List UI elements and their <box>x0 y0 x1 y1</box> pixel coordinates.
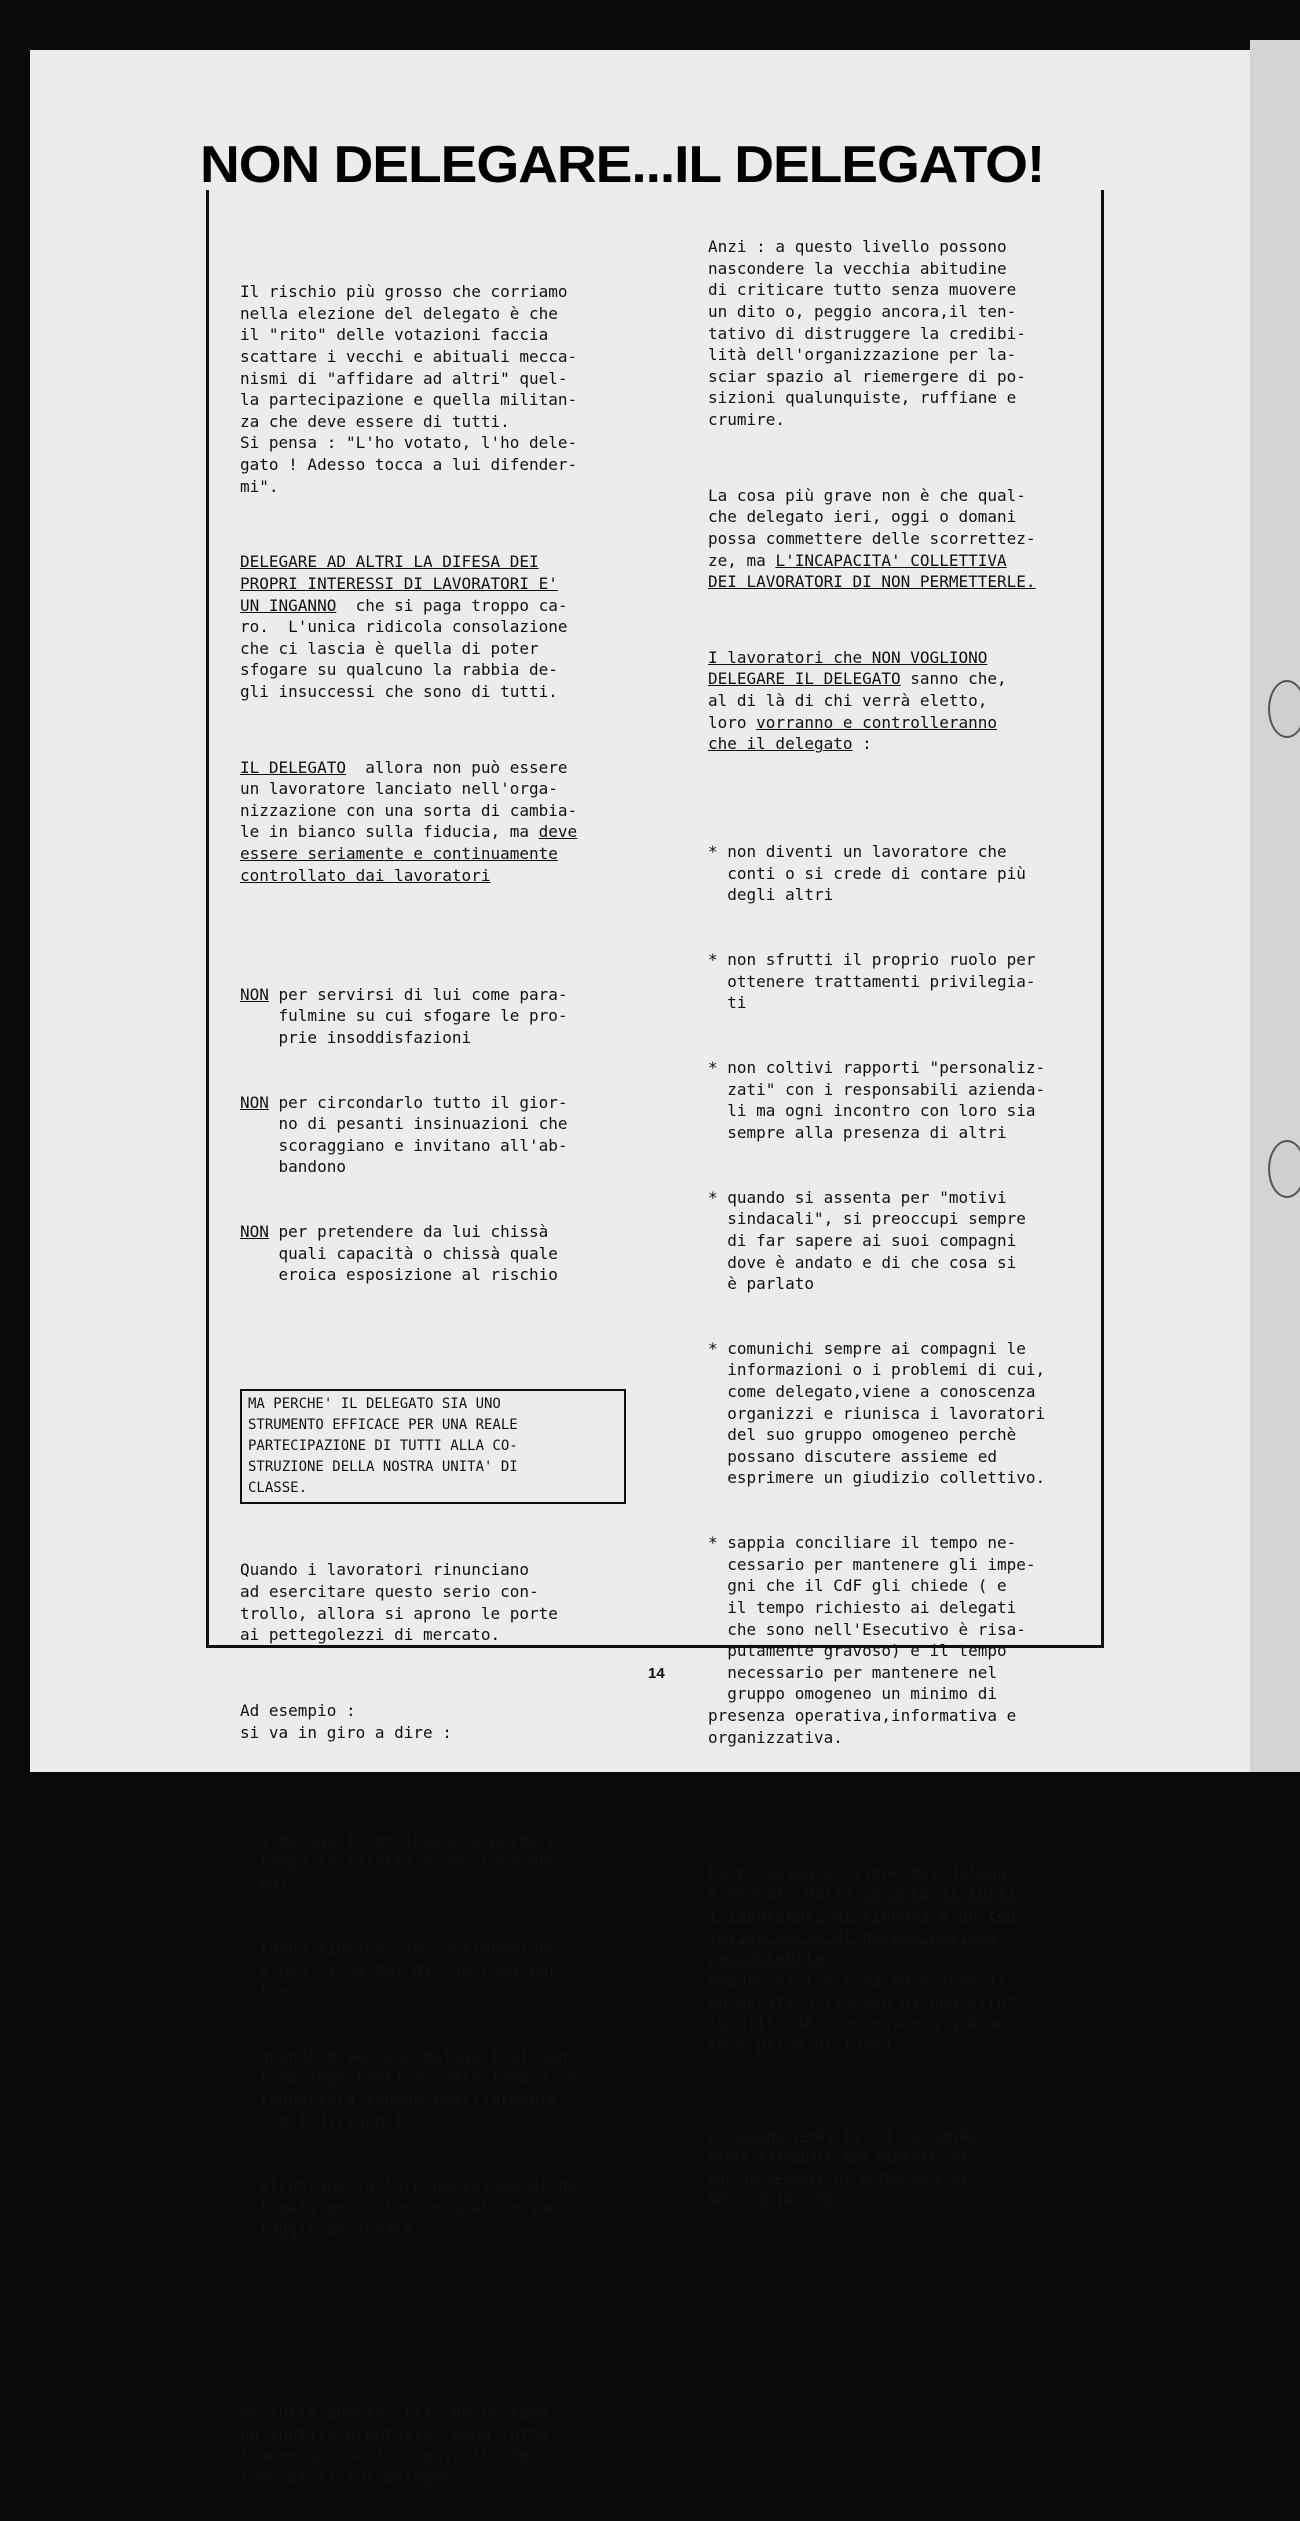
underlined-text: IL DELEGATO <box>240 757 346 777</box>
list-item <box>240 1221 630 1286</box>
requirements-list <box>708 798 1098 1791</box>
list-item <box>240 984 630 1049</box>
list-item-text: per circondarlo tutto il gior- no di pesanti insinuazioni che scoraggiano e invitano all'ab- bandono <box>278 1092 568 1177</box>
paragraph-text: La cosa più grave non è che qual- che delegato ieri, oggi o domani possa commettere delle scorrettez- ze, ma <box>708 485 1036 570</box>
left-paragraph-2 <box>240 551 630 702</box>
underlined-text: deve essere seriamente e continuamente controllato dai lavoratori <box>240 822 578 885</box>
list-item <box>240 1092 630 1178</box>
non-label: NON <box>240 1092 269 1112</box>
binder-hole <box>1268 680 1300 738</box>
right-column <box>708 193 1098 2245</box>
paragraph-text: allora non può essere un lavoratore lanciato nell'orga- nizzazione con una sorta di cambia- le in bianco sulla fiducia, ma <box>240 757 578 842</box>
list-item-text: per pretendere da lui chissà quali capacità o chissà quale eroica esposizione al rischio <box>278 1222 558 1285</box>
paragraph-text: La prossima elezione dei delegati, è segnata dalla <box>708 1862 1036 1904</box>
left-paragraph-1: Il rischio più grosso che corriamo nella elezione del delegato è che il "rito" delle votazioni faccia scattare i vecchi e abituali mecca- nismi di "affidare ad altri" quel- la partecipazione e quella militan- za che deve essere di tutti. Si pensa : "L'ho votato, l'ho dele- gato ! Adesso tocca a lui difender- mi". <box>240 282 578 496</box>
headline: NON DELEGARE...IL DELEGATO! <box>200 136 1045 194</box>
underlined-text: vorranno e controlleranno che il delegato <box>708 712 997 754</box>
adjacent-page-edge <box>1250 40 1300 1772</box>
list-item: * non diventi un lavoratore che conti o si crede di contare più degli altri <box>708 842 1026 905</box>
list-item: * i delegati continuano a perdere tempo in saletta e non lavorano mai <box>240 1830 558 1893</box>
left-paragraph-6: Se tutte queste critiche restano un inutile brontolio, sono tutto tranne un "serio" controllo dei lavoratori sul delegato. <box>240 2403 549 2487</box>
list-item: * sfruttano la loro posizione di de- legati per ottenere qualche van- taggio personale <box>240 2176 587 2239</box>
right-paragraph-5: E CORRONO TEMPI IN CUI LA CONTRO- PARTE AZIENDALE NON ASPETTA CHE QUESTO SEGNALE DI SFIDUCIA E DI NON CONVINZIONE. <box>708 2130 987 2210</box>
left-paragraph-4: Quando i lavoratori rinunciano ad esercitare questo serio con- trollo, allora si aprono le porte ai pettegolezzi di mercato. <box>240 1560 558 1645</box>
right-paragraph-1: Anzi : a questo livello possono nascondere la vecchia abitudine di criticare tutto senza muovere un dito o, peggio ancora,il ten- tativo di distruggere la credibi- lità dell'organizzazione per la- sciar spazio al riemergere di po- sizioni qualunquiste, ruffiane e crumire. <box>708 237 1026 429</box>
list-item: * comunichi sempre ai compagni le informazioni o i problemi di cui, come delegato,viene a conoscenza organizzi e riunisca i lavoratori del suo gruppo omogeneo perchè possano discutere assieme ed esprimere un giudizio collettivo. <box>708 1338 1046 1488</box>
non-label: NON <box>240 1222 269 1242</box>
list-item: * sappia conciliare il tempo ne- cessario per mantenere gli impe- gni che il CdF gli chiede ( e il tempo richiesto ai delegati che sono nell'Esecutivo è risa- putamente gravoso) e il tempo necessario per mantenere nel gruppo omogeneo un minimo di presenza operativa,informativa e organizzativa. <box>708 1533 1036 1747</box>
binder-hole <box>1268 1140 1300 1198</box>
non-label: NON <box>240 984 269 1004</box>
paragraph-text: : <box>852 734 872 754</box>
left-column <box>240 238 630 2521</box>
list-item: * quando si assenta per "motivi sindacali", si preoccupi sempre di far sapere ai suoi compagni dove è andato e di che cosa si è parlato <box>708 1187 1026 1294</box>
list-item: * quando diventano delegati si sen- tono importanti e cominciano a in- tendersela troppo familiarmente con i dirigenti <box>240 2046 587 2131</box>
examples-intro: Ad esempio : si va in giro a dire : <box>240 1701 452 1742</box>
paragraph-text: che si paga troppo ca- ro. L'unica ridicola consolazione che ci lascia è quella di poter sfogare su qualcuno la rabbia de- gli insuccessi che sono di tutti. <box>240 595 568 701</box>
underlined-text: I lavoratori che NON VOGLIONO DELEGARE IL DELEGATO <box>708 647 988 689</box>
non-list <box>240 940 630 1329</box>
right-paragraph-2 <box>708 485 1098 593</box>
right-paragraph-4 <box>708 1862 1098 2056</box>
list-item-text: per servirsi di lui come para- fulmine su cui sfogare le pro- prie insoddisfazioni <box>278 984 568 1047</box>
left-paragraph-3 <box>240 757 630 887</box>
examples-list <box>240 1786 630 2347</box>
underlined-text: DELEGARE AD ALTRI LA DIFESA DEI PROPRI INTERESSI DI LAVORATORI E' UN INGANNO <box>240 552 558 615</box>
boxed-statement: MA PERCHE' IL DELEGATO SIA UNO STRUMENTO EFFICACE PER UNA REALE PARTECIPAZIONE DI TUTTI ALLA CO- STRUZIONE DELLA NOSTRA UNITA' DI CLASSE. <box>240 1389 626 1504</box>
right-paragraph-3 <box>708 647 1098 755</box>
list-item: * non sfrutti il proprio ruolo per ottenere trattamenti privilegia- ti <box>708 950 1036 1013</box>
page-number: 14 <box>648 1665 665 1682</box>
paragraph-text: oppure si limiterà ad essere il burocratico rinnovo di una strut- tura(il CdF) che nascerà già mor- to e privo di forza. <box>708 1970 1026 2055</box>
underlined-text: L'INCAPACITA' COLLETTIVA DEI LAVORATORI DI NON PERMETTERLE. <box>708 550 1036 592</box>
list-item: * fanno riunioni in continuazione e non si sa mai di che cosa par- lano <box>240 1938 568 2001</box>
underlined-text: volontà di tutti i lavoratori di rinnovare un ten- tativo serio di partecipazione responsabile <box>708 1884 1026 1968</box>
list-item: * non coltivi rapporti "personaliz- zati" con i responsabili azienda- li ma ogni incontro con loro sia sempre alla presenza di altri <box>708 1058 1046 1142</box>
list-item: * ....... <box>240 2284 327 2304</box>
paragraph-text: sanno che, al di là di chi verrà eletto, loro <box>708 669 1007 732</box>
